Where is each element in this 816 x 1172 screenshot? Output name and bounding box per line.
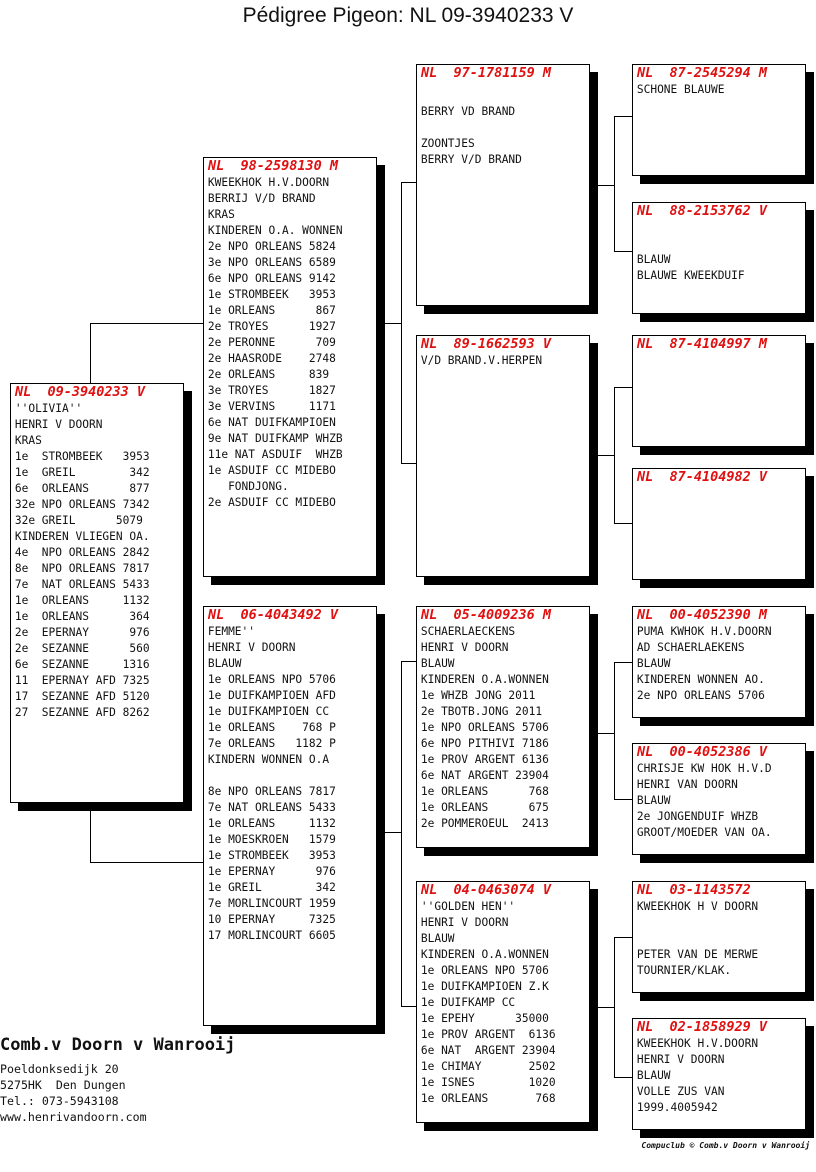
ring-number: NL 98-2598130 M [208, 158, 339, 174]
connector-line [90, 862, 204, 863]
pigeon-card-dam-sire [416, 606, 590, 848]
connector-line [614, 387, 633, 388]
connector-line [598, 455, 615, 456]
connector-line [90, 323, 91, 385]
connector-line [614, 662, 615, 800]
connector-line [614, 523, 633, 524]
connector-line [614, 662, 633, 663]
pigeon-card-sss [632, 64, 806, 176]
connector-line [614, 251, 633, 252]
connector-line [384, 832, 402, 833]
connector-line [614, 937, 633, 938]
connector-line [614, 387, 615, 524]
connector-line [598, 185, 615, 186]
pigeon-details: PUMA KWHOK H.V.DOORN AD SCHAERLAEKENS BLAUW KINDEREN WONNEN AO. 2e NPO ORLEANS 5706 [636, 624, 772, 702]
pigeon-card-subject [10, 383, 184, 803]
connector-line [614, 937, 615, 1078]
pigeon-card-ddd [632, 1018, 806, 1130]
pigeon-card-sdd [632, 468, 806, 580]
pigeon-details: BERRY VD BRAND ZOONTJES BERRY V/D BRAND [420, 104, 522, 166]
ring-number: NL 04-0463074 V [421, 882, 552, 898]
pigeon-details: SCHAERLAECKENS HENRI V DOORN BLAUW KINDEREN O.A.WONNEN 1e WHZB JONG 2011 2e TBOTB.JONG 2011 1e NPO ORLEANS 5706 6e NPO PITHIVI 7186 1e PROV ARGENT 6136 6e NAT ARGENT 23904 1e ORLEANS 768 1e ORLEANS 675 2e POMMEROEUL 2413 [420, 624, 549, 830]
ring-number: NL 09-3940233 V [15, 384, 146, 400]
pigeon-card-sire [203, 157, 377, 577]
pigeon-details: BLAUW BLAUWE KWEEKDUIF [636, 252, 745, 282]
connector-line [401, 661, 417, 662]
pigeon-card-dam [203, 606, 377, 1026]
ring-number: NL 00-4052390 M [637, 607, 768, 623]
ring-number: NL 88-2153762 V [637, 203, 768, 219]
connector-line [614, 116, 615, 252]
connector-line [90, 803, 91, 863]
connector-line [614, 116, 633, 117]
connector-line [614, 799, 633, 800]
connector-line [401, 1006, 417, 1007]
connector-line [598, 1007, 615, 1008]
pigeon-card-sds [632, 335, 806, 447]
pigeon-details: CHRISJE KW HOK H.V.D HENRI VAN DOORN BLAUW 2e JONGENDUIF WHZB GROOT/MOEDER VAN OA. [636, 761, 772, 839]
connector-line [614, 1077, 633, 1078]
connector-line [401, 182, 402, 464]
breeder-name: Comb.v Doorn v Wanrooij [0, 1035, 236, 1055]
pigeon-details: KWEEKHOK H V DOORN PETER VAN DE MERWE TOURNIER/KLAK. [636, 899, 759, 977]
address-line: Poeldonksedijk 20 [0, 1062, 119, 1076]
ring-number: NL 03-1143572 [637, 882, 751, 898]
pigeon-card-sire-dam [416, 335, 590, 577]
ring-number: NL 02-1858929 V [637, 1019, 768, 1035]
pigeon-details: SCHONE BLAUWE [636, 82, 725, 96]
connector-line [90, 323, 204, 324]
address-line: 5275HK Den Dungen [0, 1078, 126, 1092]
connector-line [401, 463, 417, 464]
page-title: Pédigree Pigeon: NL 09-3940233 V [242, 4, 574, 27]
ring-number: NL 87-2545294 M [637, 65, 768, 81]
pigeon-card-dds [632, 881, 806, 993]
connector-line [384, 323, 402, 324]
pigeon-card-dam-dam [416, 881, 590, 1123]
pigeon-details: KWEEKHOK H.V.DOORN BERRIJ V/D BRAND KRAS KINDEREN O.A. WONNEN 2e NPO ORLEANS 5824 3e NPO ORLEANS 6589 6e NPO ORLEANS 9142 1e STROMBEEK 3953 1e ORLEANS 867 2e TROYES 1927 2e PERONNE 709 2e HAASRODE 2748 2e ORLEANS 839 3e TROYES 1827 3e VERVINS 1171 6e NAT DUIFKAMPIOEN 9e NAT DUIFKAMP WHZB 11e NAT ASDUIF WHZB 1e ASDUIF CC MIDEBO FONDJONG. 2e ASDUIF CC MIDEBO [207, 175, 343, 509]
website-link[interactable]: www.henrivandoorn.com [0, 1110, 147, 1124]
pigeon-details: ''OLIVIA'' HENRI V DOORN KRAS 1e STROMBEEK 3953 1e GREIL 342 6e ORLEANS 877 32e NPO ORLEANS 7342 32e GREIL 5079 KINDEREN VLIEGEN OA. 4e NPO ORLEANS 2842 8e NPO ORLEANS 7817 7e NAT ORLEANS 5433 1e ORLEANS 1132 1e ORLEANS 364 2e EPERNAY 976 2e SEZANNE 560 6e SEZANNE 1316 11 EPERNAY AFD 7325 17 SEZANNE AFD 5120 27 SEZANNE AFD 8262 [14, 401, 150, 719]
connector-line [401, 182, 417, 183]
ring-number: NL 87-4104997 M [637, 336, 768, 352]
ring-number: NL 05-4009236 M [421, 607, 552, 623]
software-credit: Compuclub © Comb.v Doorn v Wanrooij [641, 1141, 810, 1150]
pigeon-details: FEMME'' HENRI V DOORN BLAUW 1e ORLEANS NPO 5706 1e DUIFKAMPIOEN AFD 1e DUIFKAMPIOEN CC 1e ORLEANS 768 P 7e ORLEANS 1182 P KINDERN WONNEN O.A 8e NPO ORLEANS 7817 7e NAT ORLEANS 5433 1e ORLEANS 1132 1e MOESKROEN 1579 1e STROMBEEK 3953 1e EPERNAY 976 1e GREIL 342 7e MORLINCOURT 1959 10 EPERNAY 7325 17 MORLINCOURT 6605 [207, 624, 336, 942]
address-line: Tel.: 073-5943108 [0, 1094, 119, 1108]
ring-number: NL 06-4043492 V [208, 607, 339, 623]
ring-number: NL 87-4104982 V [637, 469, 768, 485]
ring-number: NL 00-4052386 V [637, 744, 768, 760]
pigeon-card-dss [632, 606, 806, 718]
connector-line [401, 661, 402, 1007]
pigeon-details: ''GOLDEN HEN'' HENRI V DOORN BLAUW KINDEREN O.A.WONNEN 1e ORLEANS NPO 5706 1e DUIFKAMPIOEN Z.K 1e DUIFKAMP CC 1e EPEHY 35000 1e PROV ARGENT 6136 6e NAT ARGENT 23904 1e CHIMAY 2502 1e ISNES 1020 1e ORLEANS 768 [420, 899, 556, 1105]
connector-line [598, 733, 615, 734]
ring-number: NL 97-1781159 M [421, 65, 552, 81]
pigeon-card-dsd [632, 743, 806, 855]
pigeon-card-sire-sire [416, 64, 590, 306]
pigeon-card-ssd [632, 202, 806, 314]
ring-number: NL 89-1662593 V [421, 336, 552, 352]
pigeon-details: V/D BRAND.V.HERPEN [420, 353, 543, 367]
pigeon-details: KWEEKHOK H.V.DOORN HENRI V DOORN BLAUW VOLLE ZUS VAN 1999.4005942 [636, 1036, 759, 1114]
